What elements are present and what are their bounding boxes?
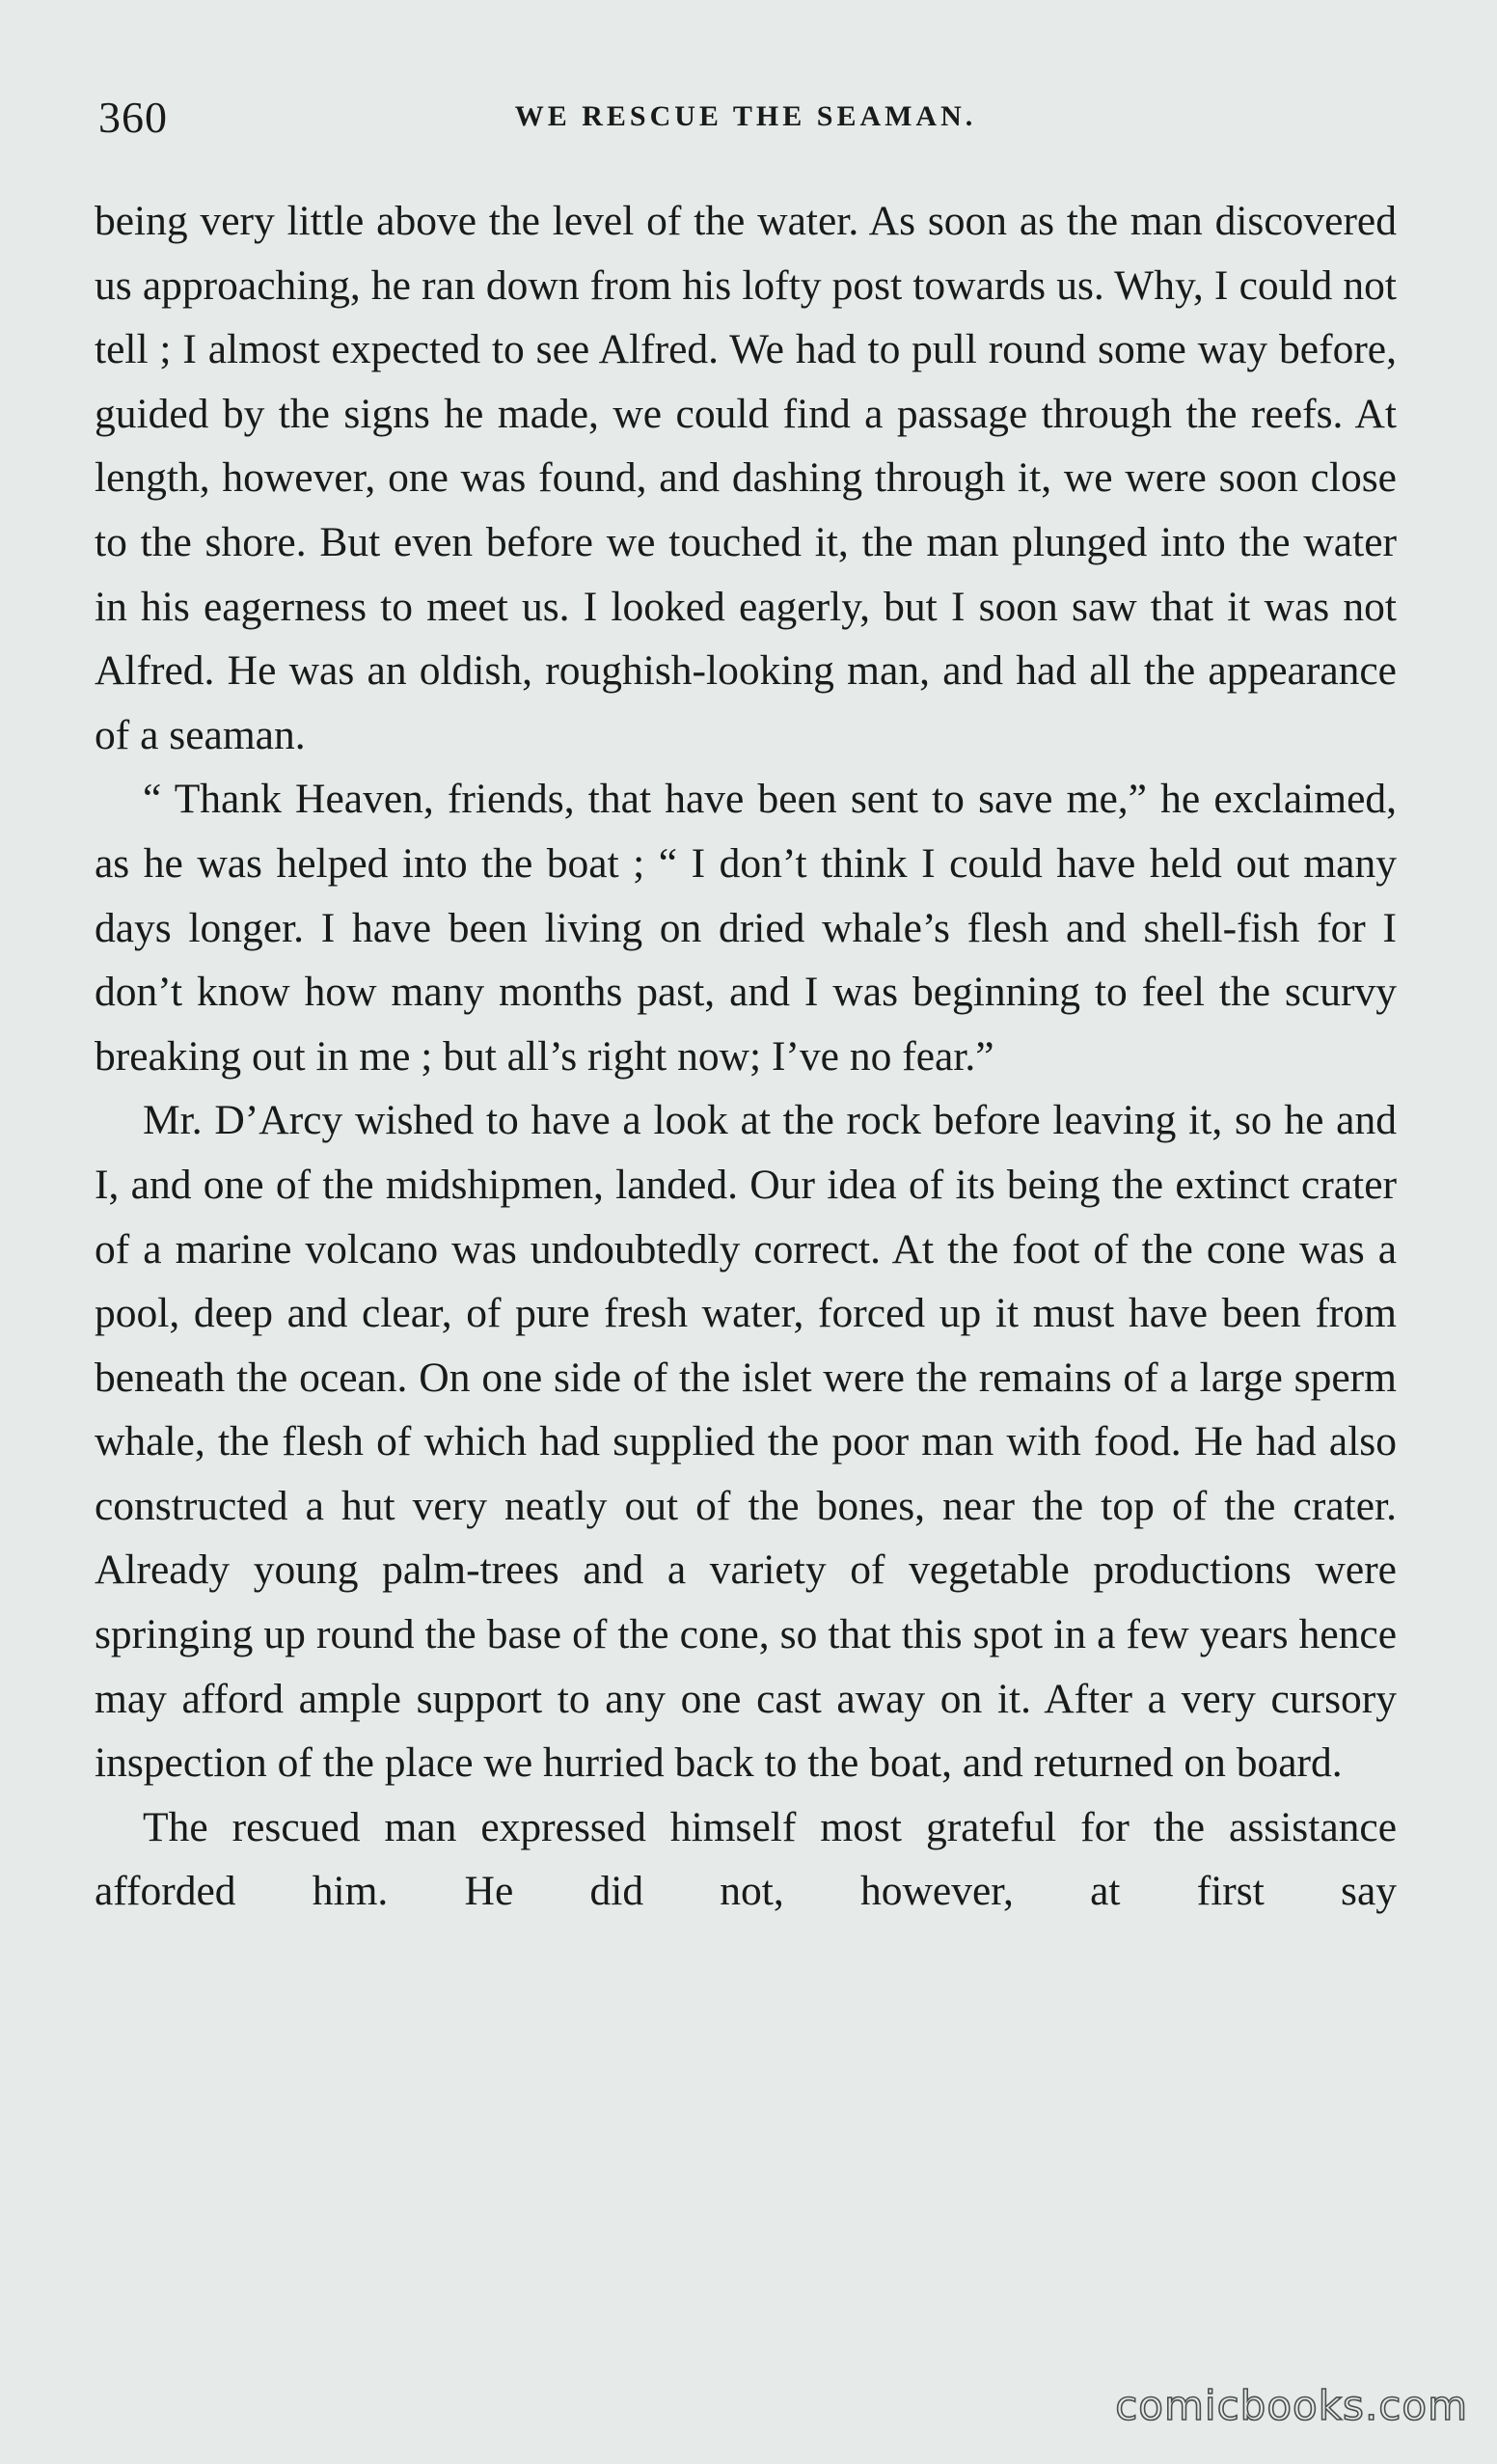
body-text xyxy=(95,189,1397,1924)
paragraph: The rescued man expressed himself most grateful for the assistance afforded him. He did not, however, at first say xyxy=(95,1803,1397,1915)
site-watermark: comicbooks.com xyxy=(1115,2382,1468,2429)
running-head xyxy=(95,93,1397,151)
running-title: WE RESCUE THE SEAMAN. xyxy=(514,100,977,132)
book-page xyxy=(95,93,1397,1924)
paragraph: Mr. D’Arcy wished to have a look at the rock before leaving it, so he and I, and one of the midshipmen, landed. Our idea of its being the extinct crater of a marine volcano was undoubtedly correct. At the foot of the cone was a pool, deep and clear, of pure fresh water, forced up it must have been from beneath the ocean. On one side of the islet were the remains of a large sperm whale, the flesh of which had supplied the poor man with food. He had also constructed a hut very neatly out of the bones, near the top of the crater. Already young palm-trees and a variety of vegetable productions were springing up round the base of the cone, so that this spot in a few years hence may afford ample support to any one cast away on it. After a very cursory inspection of the place we hurried back to the boat, and returned on board. xyxy=(95,1097,1397,1787)
paragraph: being very little above the level of the water. As soon as the man discovered us approaching, he ran down from his lofty post towards us. Why, I could not tell ; I almost expected to see Alfred. We had to pull round some way before, guided by the signs he made, we could find a passage through the reefs. At length, however, one was found, and dashing through it, we were soon close to the shore. But even before we touched it, the man plunged into the water in his eagerness to meet us. I looked eagerly, but I soon saw that it was not Alfred. He was an oldish, roughish-looking man, and had all the appearance of a seaman. xyxy=(95,198,1397,758)
page-number: 360 xyxy=(98,93,168,142)
paragraph: “ Thank Heaven, friends, that have been sent to save me,” he exclaimed, as he was helped into the boat ; “ I don’t think I could have held out many days longer. I have been living on dried whale’s flesh and shell-fish for I don’t know how many months past, and I was beginning to feel the scurvy breaking out in me ; but all’s right now; I’ve no fear.” xyxy=(95,776,1397,1080)
